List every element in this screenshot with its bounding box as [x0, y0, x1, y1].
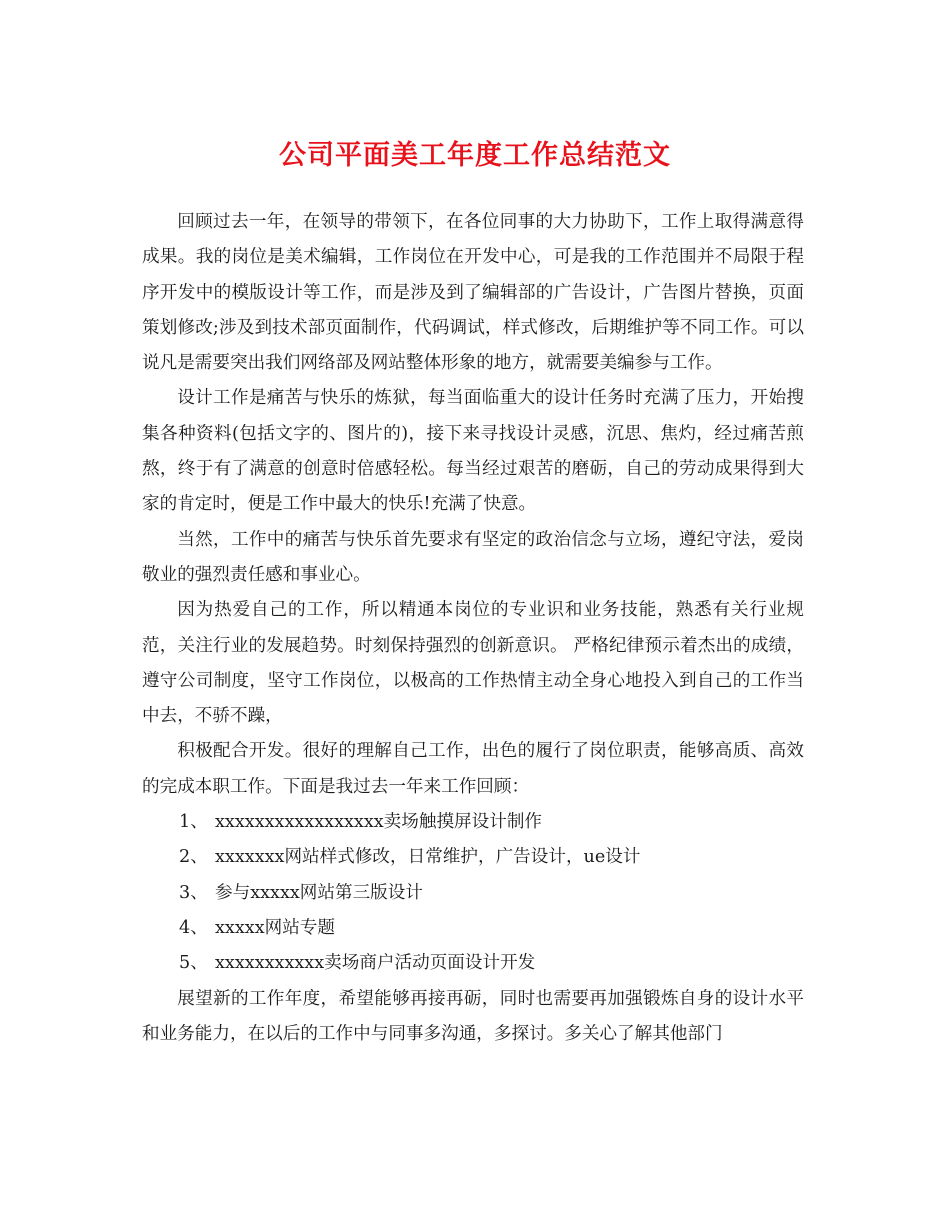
list-text: xxxxxxx网站样式修改，日常维护，广告设计，ue设计: [215, 847, 641, 868]
list-number: 4、: [179, 917, 208, 938]
list-item: [142, 876, 804, 911]
paragraph-review: 回顾过去一年，在领导的带领下，在各位同事的大力协助下，工作上取得满意得成果。我的岗位是美术编辑，工作岗位在开发中心，可是我的工作范围并不局限于程序开发中的模版设计等工作，而是涉及到了编辑部的广告设计，广告图片替换，页面策划修改;涉及到技术部页面制作，代码调试，样式修改，后期维护等不同工作。可以说凡是需要突出我们网络部及网站整体形象的地方，就需要美编参与工作。: [142, 212, 804, 374]
paragraph-design-work: 设计工作是痛苦与快乐的炼狱，每当面临重大的设计任务时充满了压力，开始搜集各种资料(包括文字的、图片的)，接下来寻找设计灵感，沉思、焦灼，经过痛苦煎熬，终于有了满意的创意时倍感轻松。每当经过艰苦的磨砺，自己的劳动成果得到大家的肯定时，便是工作中最大的快乐!充满了快意。: [142, 388, 804, 515]
paragraph-professional: 因为热爱自己的工作，所以精通本岗位的专业识和业务技能，熟悉有关行业规范，关注行业的发展趋势。时刻保持强烈的创新意识。 严格纪律预示着杰出的成绩，遵守公司制度，坚守工作岗位，以极高的工作热情主动全身心地投入到自己的工作当中去，不骄不躁，: [142, 600, 804, 727]
list-item: [142, 946, 804, 981]
paragraph-cooperation: 积极配合开发。很好的理解自己工作，出色的履行了岗位职责，能够高质、高效的完成本职工作。下面是我过去一年来工作回顾：: [142, 741, 804, 797]
list-item: [142, 840, 804, 875]
document-body: [142, 205, 804, 1052]
document-title: 公司平面美工年度工作总结范文: [279, 140, 671, 171]
work-review-list: [142, 805, 804, 981]
list-number: 3、: [179, 882, 208, 903]
list-number: 2、: [179, 847, 208, 868]
list-number: 1、: [179, 812, 208, 833]
list-text: xxxxxxxxxxxxxxxxx卖场触摸屏设计制作: [215, 812, 543, 833]
list-item: [142, 911, 804, 946]
list-text: xxxxxxxxxxx卖场商户活动页面设计开发: [215, 953, 536, 974]
paragraph-attitude: 当然，工作中的痛苦与快乐首先要求有坚定的政治信念与立场，遵纪守法，爱岗敬业的强烈责任感和事业心。: [142, 529, 804, 585]
list-number: 5、: [179, 953, 208, 974]
list-item: [142, 805, 804, 840]
list-text: 参与xxxxx网站第三版设计: [215, 882, 423, 903]
paragraph-outlook: 展望新的工作年度，希望能够再接再砺，同时也需要再加强锻炼自身的设计水平和业务能力，在以后的工作中与同事多沟通，多探讨。多关心了解其他部门: [142, 988, 804, 1044]
list-text: xxxxx网站专题: [215, 917, 335, 938]
